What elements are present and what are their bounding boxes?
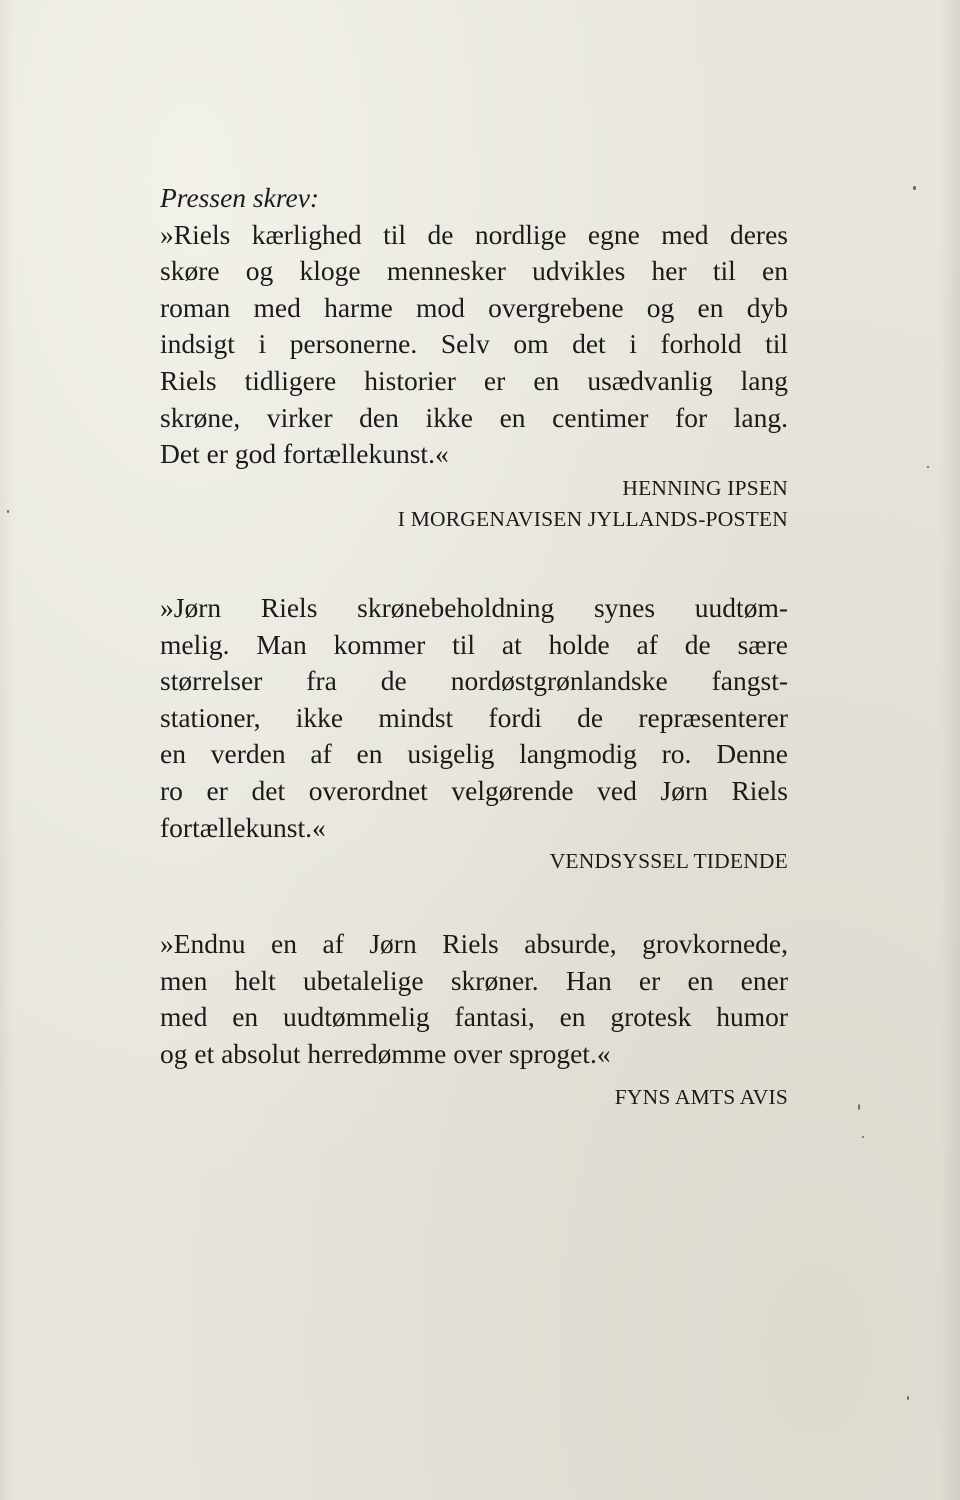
- review-henning-ipsen: [160, 180, 788, 535]
- paper-speck: [7, 510, 9, 513]
- quote-line: ro er det overordnet velgørende ved Jørn Riels: [160, 774, 788, 806]
- quote-line: »Jørn Riels skrønebeholdning synes uudtøm-: [160, 592, 788, 623]
- quote-line: men helt ubetalelige skrøner. Han er en ener: [160, 964, 788, 996]
- paper-speck: [913, 186, 916, 190]
- quote-line: størrelser fra de nordøstgrønlandske fangst-: [160, 665, 788, 697]
- quote-line: indsigt i personerne. Selv om det i forhold til: [160, 328, 788, 360]
- quote-line: og et absolut herredømme over sproget.«: [160, 1037, 611, 1069]
- quote-line: »Riels kærlighed til de nordlige egne med deres: [160, 218, 788, 250]
- quote-line: Det er god fortællekunst.«: [160, 438, 449, 470]
- quote-line: en verden af en usigelig langmodig ro. Denne: [160, 738, 788, 770]
- quote-line: melig. Man kommer til at holde af de sære: [160, 628, 788, 660]
- quote-text: [160, 926, 788, 1072]
- attribution-source: FYNS AMTS AVIS: [614, 1085, 788, 1110]
- paper-speck: [862, 1136, 864, 1138]
- quote-text: [160, 590, 788, 846]
- quote-line: fortællekunst.«: [160, 811, 326, 843]
- paper-speck: [927, 466, 929, 468]
- attribution-author: HENNING IPSEN: [622, 475, 788, 500]
- quote-text: [160, 217, 788, 473]
- quote-line: stationer, ikke mindst fordi de repræsenterer: [160, 701, 788, 733]
- review-fyns-amts-avis: [160, 926, 788, 1113]
- quote-line: Riels tidligere historier er en usædvanlig lang: [160, 364, 788, 396]
- quote-line: skrøne, virker den ikke en centimer for lang.: [160, 401, 788, 433]
- quote-line: med en uudtømmelig fantasi, en grotesk humor: [160, 1001, 788, 1033]
- paper-speck: [858, 1104, 860, 1110]
- quote-line: skøre og kloge mennesker udvikles her til en: [160, 255, 788, 287]
- attribution-source: VENDSYSSEL TIDENDE: [549, 849, 788, 874]
- review-vendsyssel-tidende: [160, 590, 788, 877]
- attribution-source: I MORGENAVISEN JYLLANDS-POSTEN: [397, 506, 788, 531]
- press-heading: Pressen skrev:: [160, 182, 320, 213]
- paper-speck: [907, 1396, 909, 1400]
- quote-line: »Endnu en af Jørn Riels absurde, grovkornede,: [160, 928, 788, 959]
- quote-line: roman med harme mod overgrebene og en dyb: [160, 291, 788, 323]
